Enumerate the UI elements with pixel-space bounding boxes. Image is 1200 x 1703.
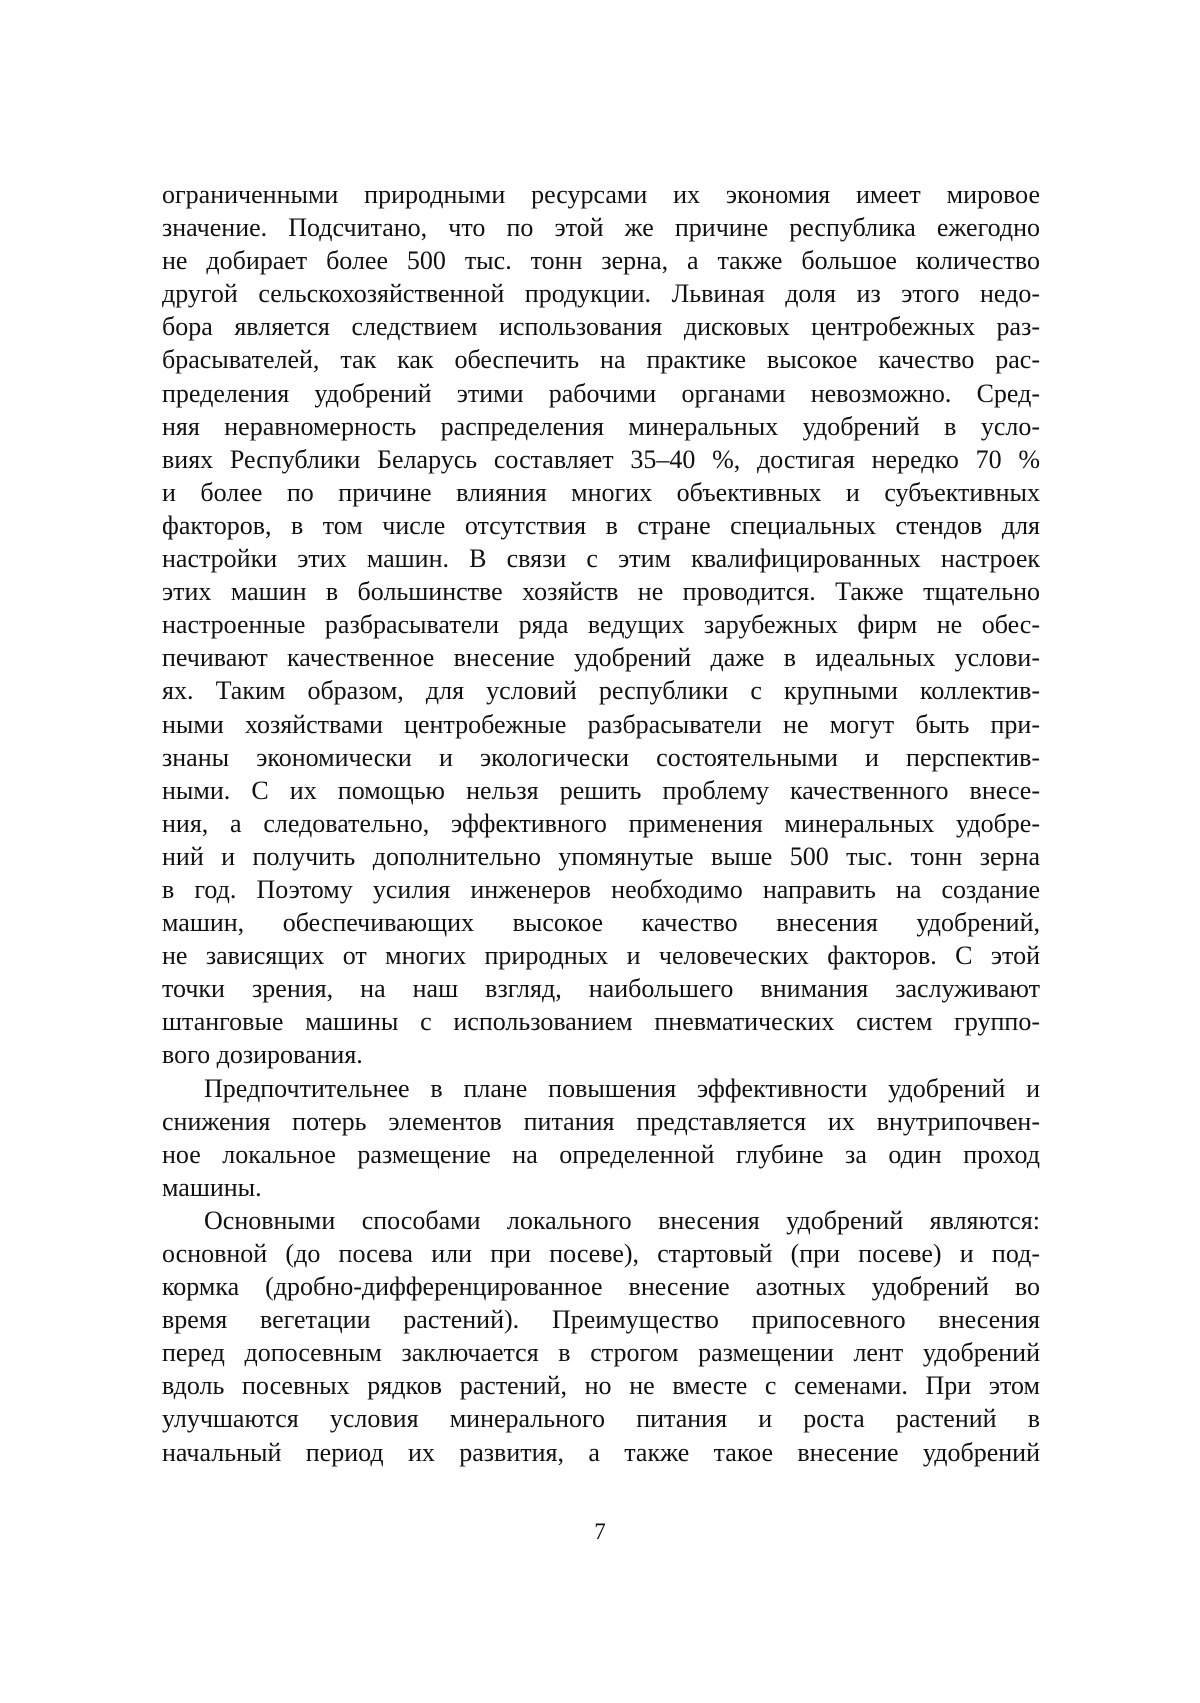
text-line: вого дозирования. (162, 1040, 363, 1070)
text-line: не добирает более 500 тыс. тонн зерна, а также большое количество (162, 246, 1040, 276)
text-line: знаны экономически и экологически состоятельными и перспектив- (162, 742, 1040, 772)
text-line: этих машин в большинстве хозяйств не проводится. Также тщательно (162, 577, 1040, 607)
text-line: не зависящих от многих природных и человеческих факторов. С этой (162, 941, 1040, 971)
text-line: Предпочтительнее в плане повышения эффективности удобрений и (204, 1073, 1040, 1103)
page-number: 7 (594, 1519, 606, 1544)
text-line: Основными способами локального внесения удобрений являются: (204, 1205, 1040, 1235)
text-line: ными хозяйствами центробежные разбрасыватели не могут быть при- (162, 709, 1040, 739)
text-line: ний и получить дополнительно упомянутые выше 500 тыс. тонн зерна (162, 841, 1040, 871)
text-line: настроенные разбрасыватели ряда ведущих зарубежных фирм не обес- (162, 610, 1040, 640)
text-line: ное локальное размещение на определенной глубине за один проход (162, 1139, 1040, 1169)
text-line: виях Республики Беларусь составляет 35–40 %, достигая нередко 70 % (162, 444, 1040, 474)
text-line: и более по причине влияния многих объективных и субъективных (162, 477, 1040, 507)
text-line: кормка (дробно-дифференцированное внесение азотных удобрений во (162, 1272, 1040, 1302)
text-line: машин, обеспечивающих высокое качество внесения удобрений, (162, 908, 1040, 938)
text-line: пределения удобрений этими рабочими органами невозможно. Сред- (162, 378, 1040, 408)
text-line: бора является следствием использования дисковых центробежных раз- (162, 312, 1040, 342)
text-line: печивают качественное внесение удобрений даже в идеальных услови- (162, 643, 1040, 673)
text-line: ными. С их помощью нельзя решить проблему качественного внесе- (162, 775, 1040, 805)
text-line: в год. Поэтому усилия инженеров необходимо направить на создание (162, 874, 1040, 904)
text-line: ограниченными природными ресурсами их экономия имеет мировое (162, 180, 1040, 209)
text-line: точки зрения, на наш взгляд, наибольшего внимания заслуживают (162, 974, 1040, 1004)
text-line: время вегетации растений). Преимущество припосевного внесения (162, 1305, 1040, 1335)
text-line: вдоль посевных рядков растений, но не вместе с семенами. При этом (162, 1371, 1040, 1401)
paragraph-3 (162, 1204, 1040, 1469)
text-line: снижения потерь элементов питания представляется их внутрипочвен- (162, 1106, 1040, 1136)
text-line: начальный период их развития, а также такое внесение удобрений (162, 1437, 1040, 1467)
text-line: штанговые машины с использованием пневматических систем группо- (162, 1007, 1040, 1037)
text-line: факторов, в том числе отсутствия в стране специальных стендов для (162, 510, 1040, 540)
paragraph-1 (162, 178, 1040, 1072)
text-line: ях. Таким образом, для условий республики с крупными коллектив- (162, 676, 1040, 706)
text-line: брасывателей, так как обеспечить на практике высокое качество рас- (162, 345, 1040, 375)
text-line: перед допосевным заключается в строгом размещении лент удобрений (162, 1338, 1040, 1368)
body-text (162, 178, 1040, 1469)
text-line: улучшаются условия минерального питания и роста растений в (162, 1404, 1040, 1434)
text-line: значение. Подсчитано, что по этой же причине республика ежегодно (162, 213, 1040, 243)
text-line: няя неравномерность распределения минеральных удобрений в усло- (162, 411, 1040, 441)
text-line: машины. (162, 1172, 262, 1202)
text-line: настройки этих машин. В связи с этим квалифицированных настроек (162, 544, 1040, 574)
text-line: ния, а следовательно, эффективного применения минеральных удобре- (162, 808, 1040, 838)
paragraph-2 (162, 1072, 1040, 1204)
text-line: основной (до посева или при посеве), стартовый (при посеве) и под- (162, 1239, 1040, 1268)
text-line: другой сельскохозяйственной продукции. Львиная доля из этого недо- (162, 279, 1040, 309)
